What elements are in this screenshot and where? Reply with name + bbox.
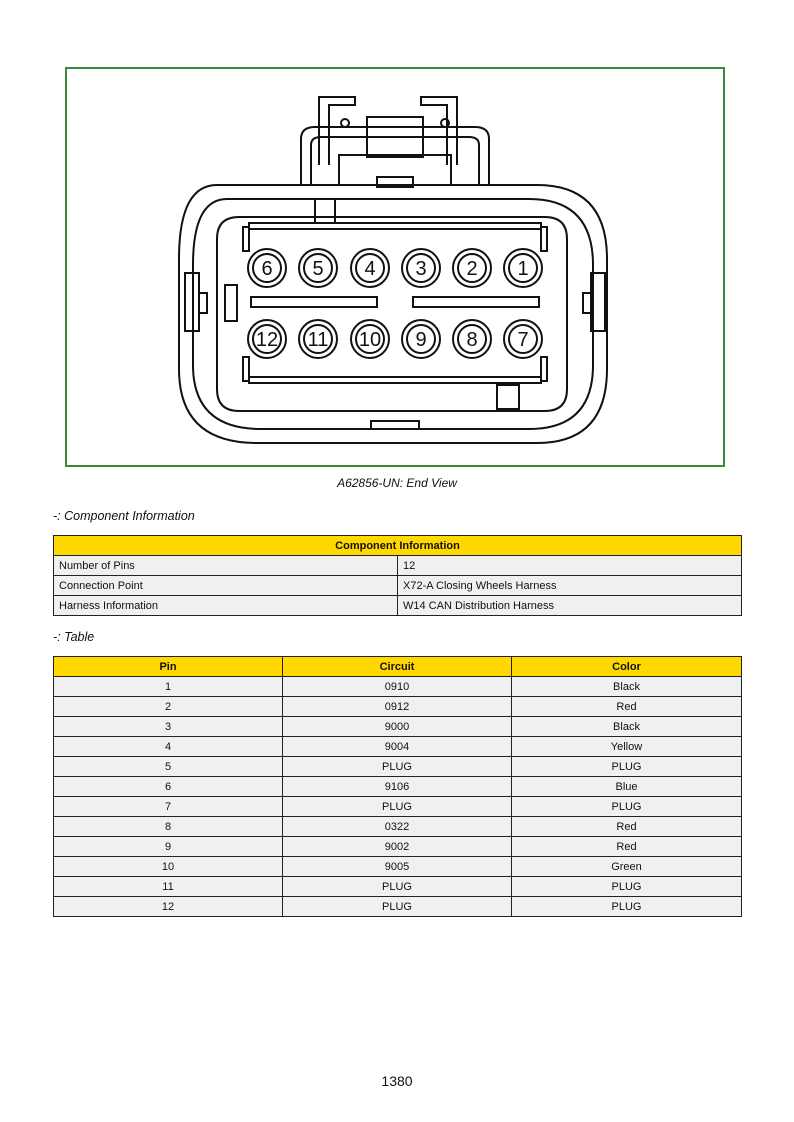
table-row (54, 897, 742, 917)
table-row (54, 777, 742, 797)
circuit-cell: 9005 (283, 857, 512, 877)
table-row (54, 757, 742, 777)
circuit-cell: PLUG (283, 757, 512, 777)
pin-cell: 3 (54, 717, 283, 737)
color-cell: Yellow (512, 737, 742, 757)
pin-cell: 1 (54, 677, 283, 697)
table-row (54, 596, 742, 616)
pin-label: 5 (312, 258, 324, 280)
pin-cell: 5 (54, 757, 283, 777)
table-row (54, 717, 742, 737)
circuit-cell: 9004 (283, 737, 512, 757)
info-label: Harness Information (54, 596, 398, 616)
color-cell: Black (512, 677, 742, 697)
pin-cell: 11 (54, 877, 283, 897)
pin-cell: 12 (54, 897, 283, 917)
color-cell: PLUG (512, 757, 742, 777)
pin-cell: 2 (54, 697, 283, 717)
pin-table-section-title: -: Table (53, 630, 95, 644)
pin-cell: 7 (54, 797, 283, 817)
pin-column-header: Pin (54, 657, 283, 677)
table-row (54, 837, 742, 857)
circuit-column-header: Circuit (283, 657, 512, 677)
table-row (54, 677, 742, 697)
table-row (54, 817, 742, 837)
circuit-cell: PLUG (283, 897, 512, 917)
pin-cell: 10 (54, 857, 283, 877)
pin-cell: 9 (54, 837, 283, 857)
info-value: W14 CAN Distribution Harness (398, 596, 742, 616)
pin-cell: 4 (54, 737, 283, 757)
color-cell: Green (512, 857, 742, 877)
table-row (54, 877, 742, 897)
color-cell: Blue (512, 777, 742, 797)
pin-table-body (54, 677, 742, 917)
color-cell: Red (512, 817, 742, 837)
circuit-cell: 9106 (283, 777, 512, 797)
color-cell: Red (512, 837, 742, 857)
circuit-cell: 9002 (283, 837, 512, 857)
table-row (54, 857, 742, 877)
color-cell: Black (512, 717, 742, 737)
circuit-cell: 0910 (283, 677, 512, 697)
table-row (54, 697, 742, 717)
pin-table-header-row (54, 657, 742, 677)
page-number: 1380 (381, 1073, 413, 1089)
circuit-cell: 0912 (283, 697, 512, 717)
pin-label: 12 (255, 329, 279, 351)
circuit-cell: PLUG (283, 877, 512, 897)
pin-circuit-table (53, 656, 742, 917)
circuit-cell: 0322 (283, 817, 512, 837)
color-cell: PLUG (512, 797, 742, 817)
info-label: Number of Pins (54, 556, 398, 576)
pin-label: 6 (261, 258, 273, 280)
table-row (54, 576, 742, 596)
color-cell: Red (512, 697, 742, 717)
figure-caption: A62856-UN: End View (337, 476, 457, 490)
color-cell: PLUG (512, 877, 742, 897)
info-label: Connection Point (54, 576, 398, 596)
pin-label: 7 (517, 329, 529, 351)
component-info-table (53, 535, 742, 616)
connector-end-view-drawing (67, 69, 723, 465)
pin-label: 10 (358, 329, 382, 351)
pin-label: 4 (364, 258, 376, 280)
circuit-cell: 9000 (283, 717, 512, 737)
component-section-title: -: Component Information (53, 509, 195, 523)
pin-row-bottom (248, 320, 542, 358)
component-info-header: Component Information (54, 536, 742, 556)
table-row (54, 737, 742, 757)
info-value: 12 (398, 556, 742, 576)
pin-label: 9 (415, 329, 427, 351)
pin-label: 1 (517, 258, 529, 280)
pin-label: 3 (415, 258, 427, 280)
circuit-cell: PLUG (283, 797, 512, 817)
table-row (54, 556, 742, 576)
info-value: X72-A Closing Wheels Harness (398, 576, 742, 596)
pin-label: 11 (307, 329, 329, 351)
color-column-header: Color (512, 657, 742, 677)
table-row (54, 797, 742, 817)
component-info-header-row (54, 536, 742, 556)
pin-cell: 6 (54, 777, 283, 797)
pin-label: 8 (466, 329, 478, 351)
pin-label: 2 (466, 258, 478, 280)
connector-figure (65, 67, 725, 467)
color-cell: PLUG (512, 897, 742, 917)
pin-cell: 8 (54, 817, 283, 837)
pin-row-top (248, 249, 542, 287)
